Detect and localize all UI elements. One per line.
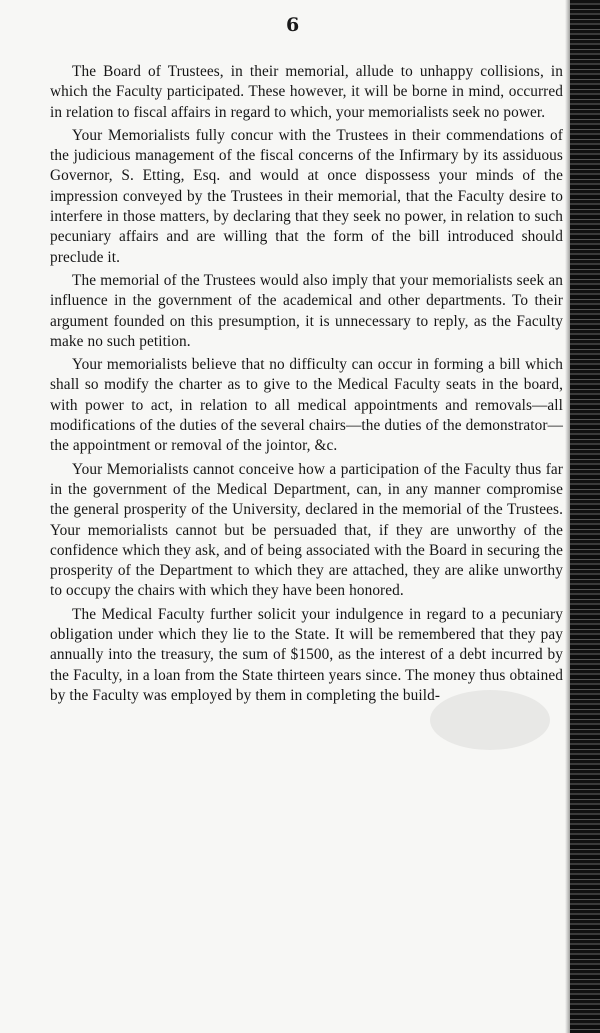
paragraph-government-influence: The memorial of the Trustees would also imply that your memorialists seek an influence in the government of the academical and other departments. To their argument founded on this presumption, it is unnecessary to reply, as the Faculty make no such petition.: [50, 271, 563, 350]
paragraph-participation: Your Memorialists cannot conceive how a participation of the Faculty thus far in the government of the Medical Department, can, in any manner compromise the general prosperity of the University, declared in the memorial of the Trustees. Your memorialists cannot but be persuaded that, if they are unworthy of the confidence which they ask, and of being associated with the Board in securing the prosperity of the Department to which they are attached, they are alike unworthy to occupy the chairs with which they have been honored.: [50, 460, 563, 600]
paper-smudge: [430, 690, 550, 750]
paragraph-bill-modification: Your memorialists believe that no difficulty can occur in forming a bill which shall so modify the charter as to give to the Medical Faculty seats in the board, with power to act, in relation to all medical appointments and removals—all modifications of the duties of the several chairs—the duties of the demonstrator—the appointment or removal of the jointor, &c.: [50, 356, 563, 455]
body-text: [50, 62, 563, 709]
paragraph-pecuniary-obligation: The Medical Faculty further solicit your indulgence in regard to a pecuniary obligation under which they lie to the State. It will be remembered that they pay annually into the treasury, the sum of $1500, as the interest of a debt incurred by the Faculty, in a loan from the State thirteen years since. The money thus obtained by the Faculty was employed by them in completing the build-: [50, 605, 563, 704]
paragraph-trustees-collisions: The Board of Trustees, in their memorial, allude to unhappy collisions, in which the Faculty participated. These however, it will be borne in mind, occurred in relation to fiscal affairs in regard to which, your memorialists seek no power.: [50, 63, 563, 121]
paragraph-fiscal-concerns: Your Memorialists fully concur with the Trustees in their commendations of the judicious management of the fiscal concerns of the Infirmary by its assiduous Governor, S. Etting, Esq. and would at once dispossess your minds of the impression conveyed by the Trustees in their memorial, that the Faculty desire to interfere in those matters, by declaring that they seek no power, in relation to such pecuniary affairs and are willing that the form of the bill introduced should preclude it.: [50, 126, 563, 266]
page-number: 6: [286, 14, 300, 36]
book-binding-edge: [570, 0, 600, 1033]
